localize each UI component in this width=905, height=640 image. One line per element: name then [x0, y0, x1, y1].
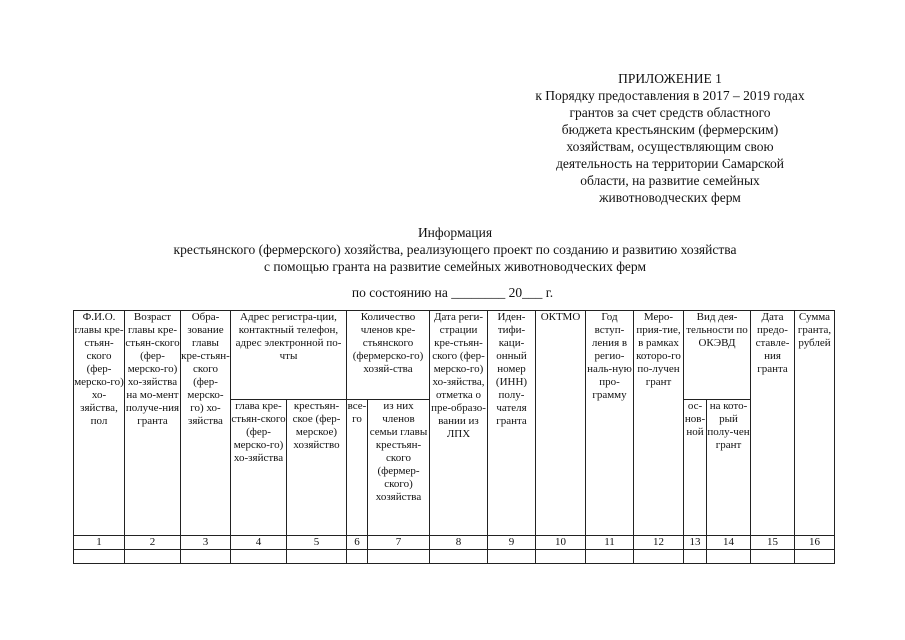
column-number: 16: [795, 536, 835, 550]
appendix-line: области, на развитие семейных: [580, 173, 760, 188]
empty-cell: [368, 550, 430, 564]
title-line: с помощью гранта на развитие семейных животноводческих ферм: [263, 259, 647, 274]
appendix-header: [490, 70, 850, 206]
header-okved-group: Вид дея-тельности по ОКЭВД: [684, 311, 751, 400]
empty-cell: [684, 550, 707, 564]
column-number: 2: [125, 536, 181, 550]
header-age: Возраст главы кре-стьян-ского (фер-мерско-го) хо-зяйства на мо-мент получе-ния гранта: [125, 311, 181, 536]
header-measures: Меро-прия-тие, в рамках которо-го по-лучен грант: [634, 311, 684, 536]
column-number: 10: [536, 536, 586, 550]
empty-cell: [287, 550, 347, 564]
empty-cell: [707, 550, 751, 564]
appendix-line: грантов за счет средств областного: [569, 105, 771, 120]
empty-cell: [586, 550, 634, 564]
header-address-farm: крестьян-ское (фер-мерское) хозяйство: [287, 400, 347, 536]
header-grant-date: Дата предо-ставле-ния гранта: [751, 311, 795, 536]
appendix-line: хозяйствам, осуществляющим свою: [566, 139, 774, 154]
appendix-line: к Порядку предоставления в 2017 – 2019 годах: [535, 88, 805, 103]
appendix-line: ПРИЛОЖЕНИЕ 1: [618, 71, 722, 86]
empty-cell: [430, 550, 488, 564]
appendix-line: деятельность на территории Самарской: [556, 156, 784, 171]
header-okved-grant: на кото-рый полу-чен грант: [707, 400, 751, 536]
document-title: [60, 224, 850, 275]
empty-cell: [634, 550, 684, 564]
appendix-line: бюджета крестьянским (фермерским): [561, 122, 779, 137]
empty-cell: [751, 550, 795, 564]
empty-cell: [795, 550, 835, 564]
empty-data-row: [74, 550, 835, 564]
column-number: 14: [707, 536, 751, 550]
title-line: Информация: [417, 225, 493, 240]
header-registration-date: Дата реги-страции кре-стьян-ского (фер-мерско-го) хо-зяйства, отметка о пре-образо-вании из ЛПХ: [430, 311, 488, 536]
column-number: 11: [586, 536, 634, 550]
column-number: 15: [751, 536, 795, 550]
column-number: 9: [488, 536, 536, 550]
header-okved-main: ос-нов-ной: [684, 400, 707, 536]
column-number: 7: [368, 536, 430, 550]
header-fio: Ф.И.О. главы кре-стьян-ского (фер-мерско-го) хо-зяйства, пол: [74, 311, 125, 536]
header-education: Обра-зование главы кре-стьян-ского (фер-мерско-го) хо-зяйства: [181, 311, 231, 536]
column-number: 4: [231, 536, 287, 550]
column-number: 1: [74, 536, 125, 550]
header-year: Год вступ-ления в регио-наль-ную про-грамму: [586, 311, 634, 536]
header-count-group: Количество членов кре-стьянского (фермерско-го) хозяй-ства: [347, 311, 430, 400]
header-address-head: глава кре-стьян-ского (фер-мерско-го) хо-зяйства: [231, 400, 287, 536]
information-table: [73, 310, 835, 564]
header-count-family: из них членов семьи главы крестьян-ского (фермер-ского) хозяйства: [368, 400, 430, 536]
empty-cell: [125, 550, 181, 564]
empty-cell: [536, 550, 586, 564]
header-inn: Иден-тифи-каци-онный номер (ИНН) полу-чателя гранта: [488, 311, 536, 536]
column-number: 6: [347, 536, 368, 550]
header-grant-sum: Сумма гранта, рублей: [795, 311, 835, 536]
column-number: 8: [430, 536, 488, 550]
empty-cell: [231, 550, 287, 564]
column-number: 3: [181, 536, 231, 550]
header-address-group: Адрес регистра-ции, контактный телефон, адрес электронной по-чты: [231, 311, 347, 400]
empty-cell: [488, 550, 536, 564]
column-number: 13: [684, 536, 707, 550]
empty-cell: [181, 550, 231, 564]
empty-cell: [347, 550, 368, 564]
date-line: по состоянию на ________ 20___ г.: [351, 285, 554, 300]
header-oktmo: ОКТМО: [536, 311, 586, 536]
appendix-line: животноводческих ферм: [599, 190, 741, 205]
header-count-total: все-го: [347, 400, 368, 536]
empty-cell: [74, 550, 125, 564]
title-line: крестьянского (фермерского) хозяйства, реализующего проект по созданию и развитию хозяйства: [173, 242, 737, 257]
column-number: 12: [634, 536, 684, 550]
column-number: 5: [287, 536, 347, 550]
